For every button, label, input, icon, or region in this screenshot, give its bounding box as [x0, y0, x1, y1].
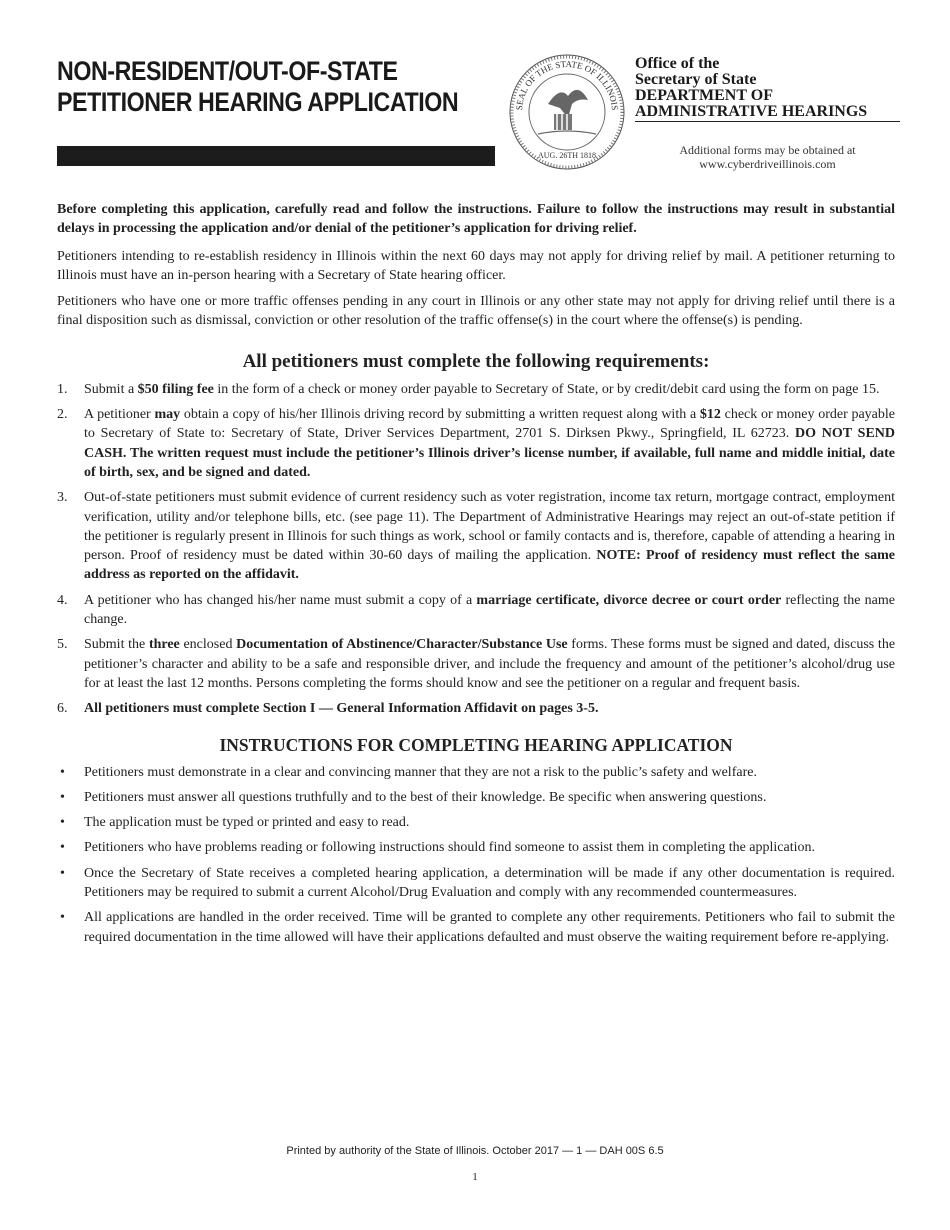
item-text: in the form of a check or money order payable to Secretary of State, or by credit/debit card using the form on page 15. [213, 381, 880, 397]
title-line-1: NON-RESIDENT/OUT-OF-STATE [57, 56, 398, 86]
title-bar-divider [57, 146, 495, 166]
seal-date: AUG. 26TH 1818 [538, 151, 596, 160]
item-text: A petitioner [84, 407, 155, 423]
bullet-icon: • [60, 789, 65, 805]
instruction-item [57, 908, 895, 947]
instruction-item [57, 813, 895, 832]
intro-paragraph-1: Petitioners intending to re-establish residency in Illinois within the next 60 days may not apply for driving relief by mail. A petitioner returning to Illinois must have an in-person hearing with a Secretary of State hearing officer. [57, 248, 895, 283]
item-emphasis: Documentation of Abstinence/Character/Substance Use [236, 637, 568, 653]
item-text: enclosed [179, 637, 237, 653]
office-line-2: Secretary of State [635, 71, 757, 88]
item-text: reflecting the name change. [84, 592, 895, 628]
item-text: A petitioner who has changed his/her name must submit a copy of a [84, 592, 477, 608]
item-emphasis: DO NOT SEND CASH. The written request must include the petitioner’s Illinois driver’s license number, if available, full name and middle initial, date of birth, sex, and be signed and dated. [84, 426, 895, 480]
instruction-text: The application must be typed or printed and easy to read. [84, 815, 410, 831]
page-title [57, 56, 459, 118]
bullet-icon: • [60, 764, 65, 780]
instruction-text: Petitioners must answer all questions truthfully and to the best of their knowledge. Be specific when answering questions. [84, 789, 767, 805]
requirement-item-3 [57, 488, 895, 584]
seal-text: SEAL OF THE STATE OF ILLINOIS [513, 58, 621, 111]
item-emphasis: NOTE: Proof of residency must reflect the same address as reported on the affidavit. [84, 548, 895, 583]
item-emphasis: marriage certificate, divorce decree or court order [476, 592, 782, 608]
forms-note-line-1: Additional forms may be obtained at [679, 143, 856, 157]
bullet-icon: • [60, 840, 65, 856]
item-text: Submit the [84, 637, 149, 653]
page-number: 1 [472, 1171, 478, 1183]
illinois-state-seal-icon [508, 52, 626, 172]
item-text: forms. These forms must be signed and dated, discuss the petitioner’s character and ability to be a safe and responsible driver, and include the frequency and amount of the petitioner’s alcohol/drug use for at least the last 12 months. Persons completing the forms should know and see the petitioner on a regular and frequent basis. [84, 637, 896, 691]
item-text: check or money order payable to Secretary of State to: Secretary of State, Driver Services Department, 2701 S. Dirksen Pkwy., Springfield, IL 62723. [84, 407, 895, 442]
item-emphasis: All petitioners must complete Section I — General Information Affidavit on pages 3-5. [84, 701, 599, 717]
item-number: 4. [57, 592, 68, 608]
requirements-heading: All petitioners must complete the following requirements: [242, 350, 710, 372]
bullet-icon: • [60, 815, 65, 831]
instruction-item [57, 838, 895, 857]
office-line-3: DEPARTMENT OF [635, 87, 773, 104]
requirement-item-6 [57, 699, 895, 718]
bullet-icon: • [60, 865, 65, 881]
instruction-text: Once the Secretary of State receives a completed hearing application, a determination will be made if any other documentation is required. Petitioners may be required to submit a current Alcohol/Drug Evaluation and comply with any recommended countermeasures. [84, 865, 895, 901]
forms-note-url: www.cyberdriveillinois.com [699, 157, 836, 171]
item-number: 3. [57, 490, 68, 506]
instruction-text: Petitioners who have problems reading or following instructions should find someone to assist them in completing the application. [84, 840, 815, 856]
instruction-item [57, 864, 895, 903]
item-number: 2. [57, 407, 68, 423]
requirement-item-2 [57, 405, 895, 482]
office-line-1: Office of the [635, 55, 720, 72]
bullet-icon: • [60, 910, 65, 926]
item-number: 5. [57, 637, 68, 653]
requirement-item-4 [57, 591, 895, 630]
instruction-item [57, 763, 895, 782]
instruction-text: Petitioners must demonstrate in a clear and convincing manner that they are not a risk to the public’s safety and welfare. [84, 764, 757, 780]
item-emphasis: $50 filing fee [137, 381, 214, 397]
office-block [635, 56, 900, 122]
main-content [57, 200, 895, 953]
instructions-list [57, 763, 895, 947]
item-number: 1. [57, 381, 68, 397]
intro-lead: Before completing this application, carefully read and follow the instructions. Failure to follow the instructions may result in substantial delays in processing the application and/or denial of the petitioner’s application for driving relief. [57, 202, 895, 237]
item-text: Submit a [84, 381, 138, 397]
item-emphasis: $12 [699, 407, 721, 423]
item-emphasis: three [148, 637, 180, 653]
requirement-item-5 [57, 635, 895, 693]
item-text: Out-of-state petitioners must submit evidence of current residency such as voter registration, income tax return, mortgage contract, employment verification, utility and/or telephone bills, etc. (see page 11). The Department of Administrative Hearings may reject an out-of-state petition if the petitioner is regularly present in Illinois for such things as work, school or family contacts and is, therefore, capable of attending a hearing in person. Proof of residency must be dated within 30-60 days of mailing the application. [84, 490, 895, 564]
instruction-item [57, 788, 895, 807]
item-emphasis: may [154, 407, 181, 423]
forms-note [640, 143, 895, 171]
instruction-text: All applications are handled in the order received. Time will be granted to complete any other requirements. Petitioners who fail to submit the required documentation in the time allowed will have their applications defaulted and must observe the waiting requirement before re-applying. [84, 910, 895, 945]
requirement-item-1 [57, 380, 895, 399]
item-number: 6. [57, 701, 68, 717]
office-line-4: ADMINISTRATIVE HEARINGS [635, 104, 900, 122]
item-text: obtain a copy of his/her Illinois driving record by submitting a written request along with a [180, 407, 700, 423]
title-line-2: PETITIONER HEARING APPLICATION [57, 87, 459, 117]
footer-printed-by: Printed by authority of the State of Illinois. October 2017 — 1 — DAH 00S 6.5 [286, 1145, 664, 1157]
intro-paragraph-2: Petitioners who have one or more traffic offenses pending in any court in Illinois or any other state may not apply for driving relief until there is a final disposition such as dismissal, conviction or other resolution of the traffic offense(s) in the court where the offense(s) is pending. [57, 294, 895, 329]
requirements-list [57, 380, 895, 719]
instructions-heading: INSTRUCTIONS FOR COMPLETING HEARING APPLICATION [219, 734, 733, 755]
